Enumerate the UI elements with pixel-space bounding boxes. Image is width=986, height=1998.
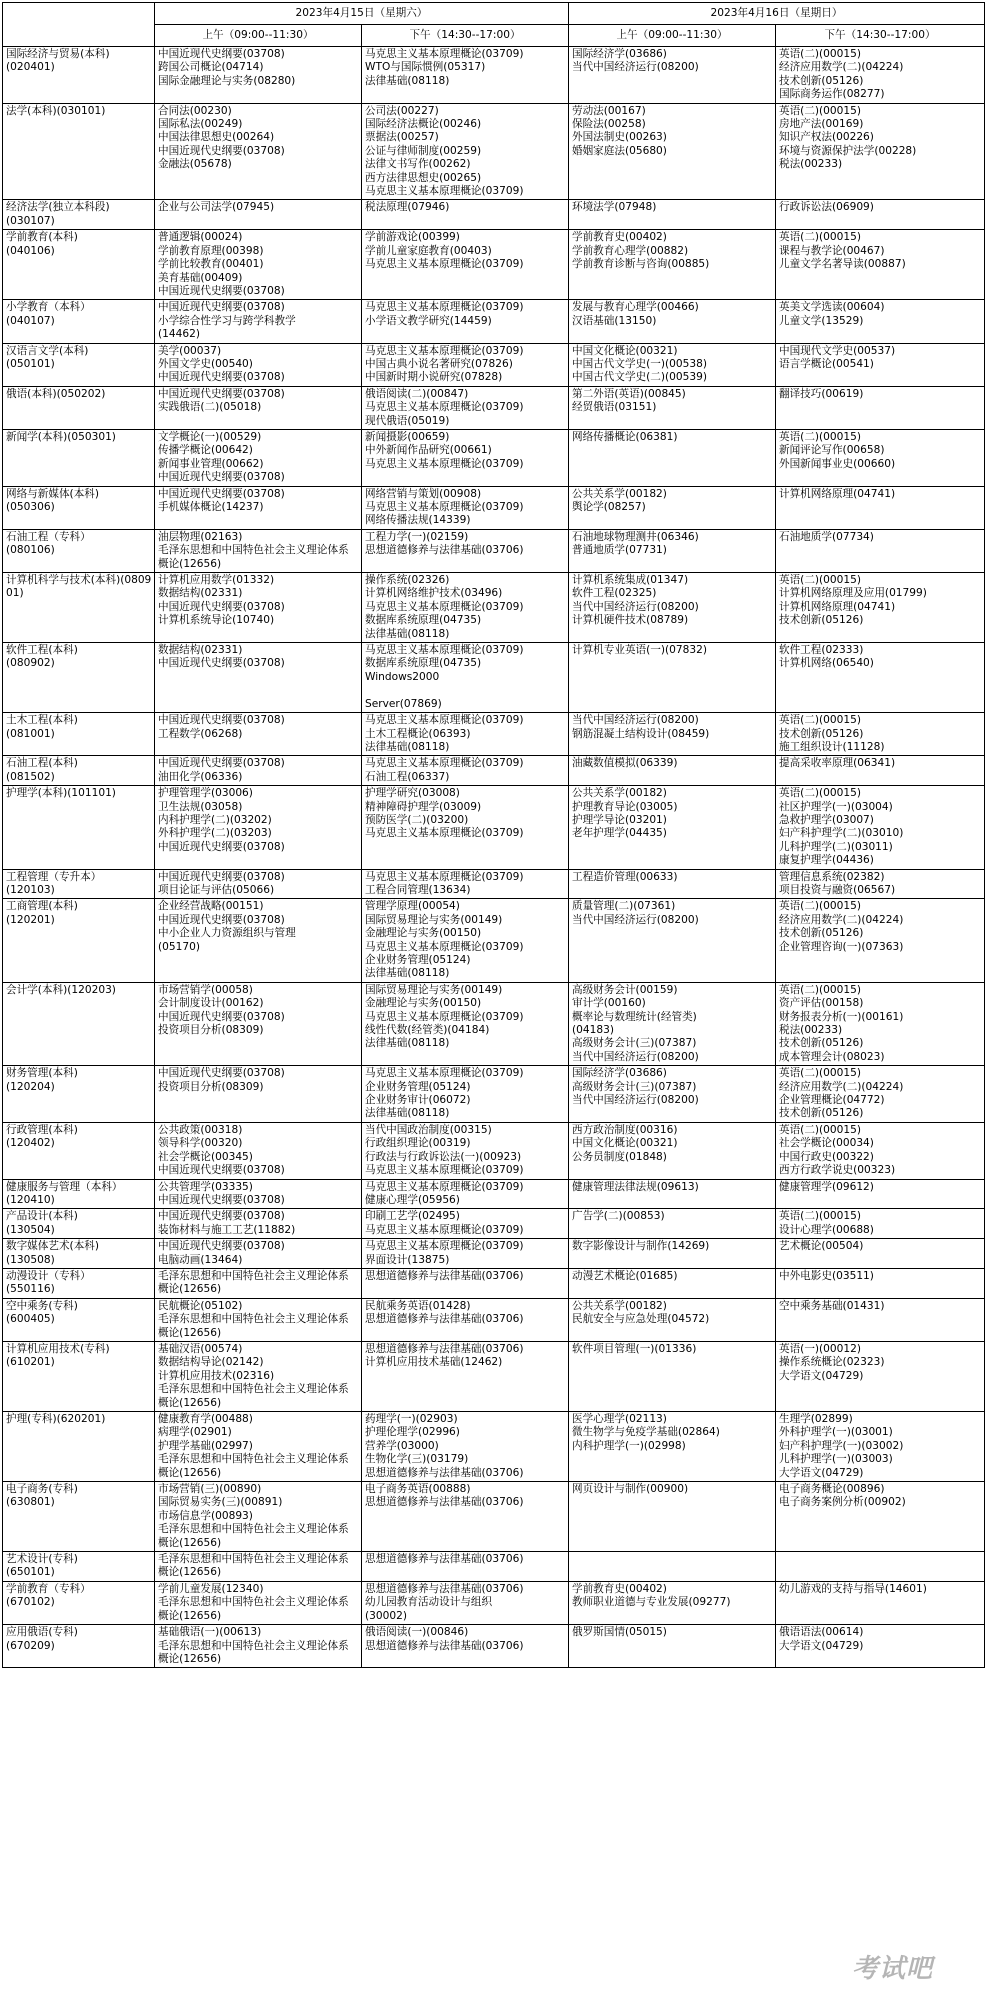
day1-am-cell: 合同法(00230) 国际私法(00249) 中国法律思想史(00264) 中国近现代史纲要(03708) 金融法(05678) [155, 103, 362, 200]
day2-am-cell: 计算机专业英语(一)(07832) [569, 643, 776, 713]
day1-pm-cell: 思想道德修养与法律基础(03706) 计算机应用技术基础(12462) [362, 1341, 569, 1411]
day1-am-cell: 中国近现代史纲要(03708) 油田化学(06336) [155, 756, 362, 786]
day1-am-cell: 中国近现代史纲要(03708) 小学综合性学习与跨学科教学 (14462) [155, 300, 362, 343]
day1-pm-cell: 新闻摄影(00659) 中外新闻作品研究(00661) 马克思主义基本原理概论(03709) [362, 429, 569, 486]
day1-pm-cell: 管理学原理(00054) 国际贸易理论与实务(00149) 金融理论与实务(00150) 马克思主义基本原理概论(03709) 企业财务管理(05124) 法律基础(08118) [362, 899, 569, 982]
day1-pm-cell: 思想道德修养与法律基础(03706) 幼儿园教育活动设计与组织 (30002) [362, 1581, 569, 1624]
table-row [3, 869, 985, 899]
day1-pm-cell: 马克思主义基本原理概论(03709) 企业财务管理(05124) 企业财务审计(06072) 法律基础(08118) [362, 1066, 569, 1123]
day2-pm-cell: 石油地质学(07734) [776, 529, 985, 572]
day2-am-cell: 学前教育史(00402) 学前教育心理学(00882) 学前教育诊断与咨询(00885) [569, 230, 776, 300]
table-row [3, 429, 985, 486]
day2-pm-cell: 生理学(02899) 外科护理学(一)(03001) 妇产科护理学(一)(03002) 儿科护理学(一)(03003) 大学语文(04729) [776, 1412, 985, 1482]
day1-pm-cell: 税法原理(07946) [362, 200, 569, 230]
major-cell: 护理(专科)(620201) [3, 1412, 155, 1482]
day1-pm-cell: 学前游戏论(00399) 学前儿童家庭教育(00403) 马克思主义基本原理概论(03709) [362, 230, 569, 300]
day2-pm-cell: 中国现代文学史(00537) 语言学概论(00541) [776, 343, 985, 386]
day1-pm-cell: 马克思主义基本原理概论(03709) 土木工程概论(06393) 法律基础(08118) [362, 713, 569, 756]
table-row [3, 1412, 985, 1482]
day2-pm-cell: 英语(二)(00015) 经济应用数学(二)(04224) 企业管理概论(04772) 技术创新(05126) [776, 1066, 985, 1123]
day2-am-cell: 网络传播概论(06381) [569, 429, 776, 486]
major-cell: 计算机应用技术(专科) (610201) [3, 1341, 155, 1411]
date-header-day1: 2023年4月15日（星期六） [155, 3, 569, 25]
day1-am-cell: 公共管理学(03335) 中国近现代史纲要(03708) [155, 1179, 362, 1209]
corner-cell [3, 3, 155, 47]
day1-am-cell: 基础俄语(一)(00613) 毛泽东思想和中国特色社会主义理论体系概论(12656) [155, 1625, 362, 1668]
day2-pm-cell: 中外电影史(03511) [776, 1268, 985, 1298]
major-cell: 护理学(本科)(101101) [3, 786, 155, 869]
day1-pm-cell: 马克思主义基本原理概论(03709) 界面设计(13875) [362, 1239, 569, 1269]
day1-pm-cell: 国际贸易理论与实务(00149) 金融理论与实务(00150) 马克思主义基本原理概论(03709) 线性代数(经管类)(04184) 法律基础(08118) [362, 982, 569, 1065]
day1-pm-cell: 护理学研究(03008) 精神障碍护理学(03009) 预防医学(二)(03200) 马克思主义基本原理概论(03709) [362, 786, 569, 869]
day1-pm-cell: 马克思主义基本原理概论(03709) 健康心理学(05956) [362, 1179, 569, 1209]
day2-am-cell: 国际经济学(03686) 高级财务会计(三)(07387) 当代中国经济运行(08200) [569, 1066, 776, 1123]
day1-pm-cell: 马克思主义基本原理概论(03709) 中国古典小说名著研究(07826) 中国新时期小说研究(07828) [362, 343, 569, 386]
table-row [3, 1239, 985, 1269]
day1-am-cell: 公共政策(00318) 领导科学(00320) 社会学概论(00345) 中国近现代史纲要(03708) [155, 1122, 362, 1179]
day1-am-cell: 企业与公司法学(07945) [155, 200, 362, 230]
day2-am-cell: 当代中国经济运行(08200) 钢筋混凝土结构设计(08459) [569, 713, 776, 756]
day1-am-cell: 数据结构(02331) 中国近现代史纲要(03708) [155, 643, 362, 713]
day2-pm-cell: 计算机网络原理(04741) [776, 486, 985, 529]
day1-am-cell: 中国近现代史纲要(03708) 电脑动画(13464) [155, 1239, 362, 1269]
day1-pm-cell: 电子商务英语(00888) 思想道德修养与法律基础(03706) [362, 1482, 569, 1552]
day2-am-cell: 中国文化概论(00321) 中国古代文学史(一)(00538) 中国古代文学史(二)(00539) [569, 343, 776, 386]
major-cell: 动漫设计（专科） (550116) [3, 1268, 155, 1298]
major-cell: 土木工程(本科) (081001) [3, 713, 155, 756]
table-row [3, 1179, 985, 1209]
day2-am-cell: 国际经济学(03686) 当代中国经济运行(08200) [569, 47, 776, 104]
table-row [3, 343, 985, 386]
day1-am-cell: 油层物理(02163) 毛泽东思想和中国特色社会主义理论体系概论(12656) [155, 529, 362, 572]
day2-am-cell: 公共关系学(00182) 护理教育导论(03005) 护理学导论(03201) 老年护理学(04435) [569, 786, 776, 869]
day1-am-cell: 企业经营战略(00151) 中国近现代史纲要(03708) 中小企业人力资源组织与管理 (05170) [155, 899, 362, 982]
major-cell: 学前教育（专科） (670102) [3, 1581, 155, 1624]
slot-header-day2-am: 上午（09:00--11:30） [569, 25, 776, 47]
table-row [3, 529, 985, 572]
table-row [3, 756, 985, 786]
major-cell: 健康服务与管理（本科） (120410) [3, 1179, 155, 1209]
day2-pm-cell: 英语(二)(00015) 课程与教学论(00467) 儿童文学名著导读(00887) [776, 230, 985, 300]
day1-pm-cell: 马克思主义基本原理概论(03709) 小学语文教学研究(14459) [362, 300, 569, 343]
major-cell: 石油工程(本科) (081502) [3, 756, 155, 786]
day2-am-cell: 高级财务会计(00159) 审计学(00160) 概率论与数理统计(经管类) (04183) 高级财务会计(三)(07387) 当代中国经济运行(08200) [569, 982, 776, 1065]
major-cell: 艺术设计(专科) (650101) [3, 1552, 155, 1582]
day2-pm-cell: 英语(二)(00015) 新闻评论写作(00658) 外国新闻事业史(00660) [776, 429, 985, 486]
day1-pm-cell: 网络营销与策划(00908) 马克思主义基本原理概论(03709) 网络传播法规(14339) [362, 486, 569, 529]
day2-pm-cell: 行政诉讼法(06909) [776, 200, 985, 230]
day1-pm-cell: 药理学(一)(02903) 护理伦理学(02996) 营养学(03000) 生物化学(三)(03179) 思想道德修养与法律基础(03706) [362, 1412, 569, 1482]
major-cell: 产品设计(本科) (130504) [3, 1209, 155, 1239]
day1-am-cell: 健康教育学(00488) 病理学(02901) 护理学基础(02997) 毛泽东思想和中国特色社会主义理论体系概论(12656) [155, 1412, 362, 1482]
day2-am-cell: 健康管理法律法规(09613) [569, 1179, 776, 1209]
day1-pm-cell: 公司法(00227) 国际经济法概论(00246) 票据法(00257) 公证与律师制度(00259) 法律文书写作(00262) 西方法律思想史(00265) 马克思主义基本原理概论(03709) [362, 103, 569, 200]
table-row [3, 1625, 985, 1668]
table-row [3, 1482, 985, 1552]
day1-am-cell: 基础汉语(00574) 数据结构导论(02142) 计算机应用技术(02316) 毛泽东思想和中国特色社会主义理论体系概论(12656) [155, 1341, 362, 1411]
table-row [3, 230, 985, 300]
day2-am-cell: 动漫艺术概论(01685) [569, 1268, 776, 1298]
major-cell: 俄语(本科)(050202) [3, 386, 155, 429]
major-cell: 石油工程（专科） (080106) [3, 529, 155, 572]
major-cell: 空中乘务(专科) (600405) [3, 1298, 155, 1341]
table-row [3, 713, 985, 756]
day1-am-cell: 中国近现代史纲要(03708) 工程数学(06268) [155, 713, 362, 756]
watermark-logo: 考试吧 [852, 1954, 934, 1984]
day2-pm-cell: 空中乘务基础(01431) [776, 1298, 985, 1341]
day2-pm-cell: 英语(二)(00015) 社会学概论(00034) 中国行政史(00322) 西方行政学说史(00323) [776, 1122, 985, 1179]
table-row [3, 1066, 985, 1123]
day1-am-cell: 中国近现代史纲要(03708) 实践俄语(二)(05018) [155, 386, 362, 429]
day2-pm-cell: 英语(二)(00015) 经济应用数学(二)(04224) 技术创新(05126) 国际商务运作(08277) [776, 47, 985, 104]
table-row [3, 386, 985, 429]
day2-pm-cell: 英美文学选读(00604) 儿童文学(13529) [776, 300, 985, 343]
major-cell: 学前教育(本科) (040106) [3, 230, 155, 300]
day2-am-cell [569, 1552, 776, 1582]
day1-pm-cell: 俄语阅读(一)(00846) 思想道德修养与法律基础(03706) [362, 1625, 569, 1668]
table-row [3, 1341, 985, 1411]
major-cell: 法学(本科)(030101) [3, 103, 155, 200]
day2-pm-cell: 英语(二)(00015) 社区护理学(一)(03004) 急救护理学(03007) 妇产科护理学(二)(03010) 儿科护理学(二)(03011) 康复护理学(04436) [776, 786, 985, 869]
day1-am-cell: 文学概论(一)(00529) 传播学概论(00642) 新闻事业管理(00662) 中国近现代史纲要(03708) [155, 429, 362, 486]
day1-am-cell: 市场营销学(00058) 会计制度设计(00162) 中国近现代史纲要(03708) 投资项目分析(08309) [155, 982, 362, 1065]
day1-pm-cell: 马克思主义基本原理概论(03709) 工程合同管理(13634) [362, 869, 569, 899]
major-cell: 工程管理（专升本） (120103) [3, 869, 155, 899]
slot-header-day1-am: 上午（09:00--11:30） [155, 25, 362, 47]
day1-am-cell: 民航概论(05102) 毛泽东思想和中国特色社会主义理论体系概论(12656) [155, 1298, 362, 1341]
day2-am-cell: 医学心理学(02113) 微生物学与免疫学基础(02864) 内科护理学(一)(02998) [569, 1412, 776, 1482]
table-row [3, 1122, 985, 1179]
day1-am-cell: 中国近现代史纲要(03708) 跨国公司概论(04714) 国际金融理论与实务(08280) [155, 47, 362, 104]
table-row [3, 982, 985, 1065]
slot-header-day1-pm: 下午（14:30--17:00） [362, 25, 569, 47]
major-cell: 软件工程(本科) (080902) [3, 643, 155, 713]
table-row [3, 643, 985, 713]
table-row [3, 899, 985, 982]
day2-am-cell: 软件项目管理(一)(01336) [569, 1341, 776, 1411]
day2-pm-cell: 英语(二)(00015) 资产评估(00158) 财务报表分析(一)(00161) 税法(00233) 技术创新(05126) 成本管理会计(08023) [776, 982, 985, 1065]
day2-am-cell: 工程造价管理(00633) [569, 869, 776, 899]
day2-pm-cell: 翻译技巧(00619) [776, 386, 985, 429]
day1-pm-cell: 马克思主义基本原理概论(03709) 石油工程(06337) [362, 756, 569, 786]
day2-am-cell: 公共关系学(00182) 民航安全与应急处理(04572) [569, 1298, 776, 1341]
day1-am-cell: 护理管理学(03006) 卫生法规(03058) 内科护理学(二)(03202) 外科护理学(二)(03203) 中国近现代史纲要(03708) [155, 786, 362, 869]
day1-am-cell: 中国近现代史纲要(03708) 装饰材料与施工工艺(11882) [155, 1209, 362, 1239]
day2-pm-cell: 电子商务概论(00896) 电子商务案例分析(00902) [776, 1482, 985, 1552]
day1-am-cell: 市场营销(三)(00890) 国际贸易实务(三)(00891) 市场信息学(00893) 毛泽东思想和中国特色社会主义理论体系概论(12656) [155, 1482, 362, 1552]
table-row [3, 786, 985, 869]
date-header-row [3, 3, 985, 25]
major-cell: 经济法学(独立本科段) (030107) [3, 200, 155, 230]
day2-am-cell: 网页设计与制作(00900) [569, 1482, 776, 1552]
table-row [3, 47, 985, 104]
day2-am-cell: 发展与教育心理学(00466) 汉语基础(13150) [569, 300, 776, 343]
day2-pm-cell: 英语(一)(00012) 操作系统概论(02323) 大学语文(04729) [776, 1341, 985, 1411]
day1-pm-cell: 当代中国政治制度(00315) 行政组织理论(00319) 行政法与行政诉讼法(一)(00923) 马克思主义基本原理概论(03709) [362, 1122, 569, 1179]
day2-am-cell: 广告学(二)(00853) [569, 1209, 776, 1239]
day2-am-cell: 西方政治制度(00316) 中国文化概论(00321) 公务员制度(01848) [569, 1122, 776, 1179]
day2-pm-cell: 软件工程(02333) 计算机网络(06540) [776, 643, 985, 713]
day2-am-cell: 俄罗斯国情(05015) [569, 1625, 776, 1668]
slot-header-day2-pm: 下午（14:30--17:00） [776, 25, 985, 47]
day2-pm-cell: 英语(二)(00015) 技术创新(05126) 施工组织设计(11128) [776, 713, 985, 756]
day1-am-cell: 中国近现代史纲要(03708) 项目论证与评估(05066) [155, 869, 362, 899]
day2-pm-cell: 俄语语法(00614) 大学语文(04729) [776, 1625, 985, 1668]
table-row [3, 300, 985, 343]
day1-am-cell: 普通逻辑(00024) 学前教育原理(00398) 学前比较教育(00401) 美育基础(00409) 中国近现代史纲要(03708) [155, 230, 362, 300]
table-row [3, 1581, 985, 1624]
day1-am-cell: 中国近现代史纲要(03708) 手机媒体概论(14237) [155, 486, 362, 529]
day2-am-cell: 计算机系统集成(01347) 软件工程(02325) 当代中国经济运行(08200) 计算机硬件技术(08789) [569, 573, 776, 643]
day1-am-cell: 美学(00037) 外国文学史(00540) 中国近现代史纲要(03708) [155, 343, 362, 386]
day1-pm-cell: 操作系统(02326) 计算机网络维护技术(03496) 马克思主义基本原理概论(03709) 数据库系统原理(04735) 法律基础(08118) [362, 573, 569, 643]
day2-am-cell: 环境法学(07948) [569, 200, 776, 230]
day1-am-cell: 中国近现代史纲要(03708) 投资项目分析(08309) [155, 1066, 362, 1123]
day1-am-cell: 计算机应用数学(01332) 数据结构(02331) 中国近现代史纲要(03708) 计算机系统导论(10740) [155, 573, 362, 643]
date-header-day2: 2023年4月16日（星期日） [569, 3, 985, 25]
day2-pm-cell: 英语(二)(00015) 计算机网络原理及应用(01799) 计算机网络原理(04741) 技术创新(05126) [776, 573, 985, 643]
day1-pm-cell: 马克思主义基本原理概论(03709) WTO与国际惯例(05317) 法律基础(08118) [362, 47, 569, 104]
major-cell: 汉语言文学(本科) (050101) [3, 343, 155, 386]
day1-am-cell: 毛泽东思想和中国特色社会主义理论体系概论(12656) [155, 1268, 362, 1298]
exam-schedule-table [2, 2, 985, 1668]
table-row [3, 1552, 985, 1582]
day1-pm-cell: 思想道德修养与法律基础(03706) [362, 1552, 569, 1582]
day2-am-cell: 质量管理(二)(07361) 当代中国经济运行(08200) [569, 899, 776, 982]
major-cell: 国际经济与贸易(本科) (020401) [3, 47, 155, 104]
table-row [3, 573, 985, 643]
day2-pm-cell: 幼儿游戏的支持与指导(14601) [776, 1581, 985, 1624]
day2-am-cell: 劳动法(00167) 保险法(00258) 外国法制史(00263) 婚姻家庭法(05680) [569, 103, 776, 200]
major-cell: 小学教育（本科） (040107) [3, 300, 155, 343]
major-cell: 数字媒体艺术(本科) (130508) [3, 1239, 155, 1269]
day2-am-cell: 数字影像设计与制作(14269) [569, 1239, 776, 1269]
day2-pm-cell: 艺术概论(00504) [776, 1239, 985, 1269]
major-cell: 行政管理(本科) (120402) [3, 1122, 155, 1179]
major-cell: 会计学(本科)(120203) [3, 982, 155, 1065]
day1-am-cell: 学前儿童发展(12340) 毛泽东思想和中国特色社会主义理论体系概论(12656) [155, 1581, 362, 1624]
day2-pm-cell: 管理信息系统(02382) 项目投资与融资(06567) [776, 869, 985, 899]
schedule-body [3, 47, 985, 1668]
day1-pm-cell: 印刷工艺学(02495) 马克思主义基本原理概论(03709) [362, 1209, 569, 1239]
day1-pm-cell: 思想道德修养与法律基础(03706) [362, 1268, 569, 1298]
day2-am-cell: 第二外语(英语)(00845) 经贸俄语(03151) [569, 386, 776, 429]
day2-pm-cell: 提高采收率原理(06341) [776, 756, 985, 786]
major-cell: 计算机科学与技术(本科)(080901) [3, 573, 155, 643]
day2-pm-cell: 英语(二)(00015) 经济应用数学(二)(04224) 技术创新(05126) 企业管理咨询(一)(07363) [776, 899, 985, 982]
major-cell: 网络与新媒体(本科) (050306) [3, 486, 155, 529]
day1-pm-cell: 马克思主义基本原理概论(03709) 数据库系统原理(04735) Windows2000 Server(07869) [362, 643, 569, 713]
day2-am-cell: 油藏数值模拟(06339) [569, 756, 776, 786]
table-row [3, 1268, 985, 1298]
day2-am-cell: 学前教育史(00402) 教师职业道德与专业发展(09277) [569, 1581, 776, 1624]
major-cell: 电子商务(专科) (630801) [3, 1482, 155, 1552]
major-cell: 财务管理(本科) (120204) [3, 1066, 155, 1123]
day2-pm-cell [776, 1552, 985, 1582]
day2-pm-cell: 英语(二)(00015) 房地产法(00169) 知识产权法(00226) 环境与资源保护法学(00228) 税法(00233) [776, 103, 985, 200]
day2-pm-cell: 英语(二)(00015) 设计心理学(00688) [776, 1209, 985, 1239]
day1-pm-cell: 工程力学(一)(02159) 思想道德修养与法律基础(03706) [362, 529, 569, 572]
day2-pm-cell: 健康管理学(09612) [776, 1179, 985, 1209]
major-cell: 工商管理(本科) (120201) [3, 899, 155, 982]
table-row [3, 1298, 985, 1341]
table-row [3, 1209, 985, 1239]
day1-pm-cell: 民航乘务英语(01428) 思想道德修养与法律基础(03706) [362, 1298, 569, 1341]
major-cell: 应用俄语(专科) (670209) [3, 1625, 155, 1668]
day2-am-cell: 石油地球物理测井(06346) 普通地质学(07731) [569, 529, 776, 572]
day2-am-cell: 公共关系学(00182) 舆论学(08257) [569, 486, 776, 529]
table-row [3, 486, 985, 529]
major-cell: 新闻学(本科)(050301) [3, 429, 155, 486]
table-row [3, 200, 985, 230]
table-row [3, 103, 985, 200]
day1-pm-cell: 俄语阅读(二)(00847) 马克思主义基本原理概论(03709) 现代俄语(05019) [362, 386, 569, 429]
day1-am-cell: 毛泽东思想和中国特色社会主义理论体系概论(12656) [155, 1552, 362, 1582]
